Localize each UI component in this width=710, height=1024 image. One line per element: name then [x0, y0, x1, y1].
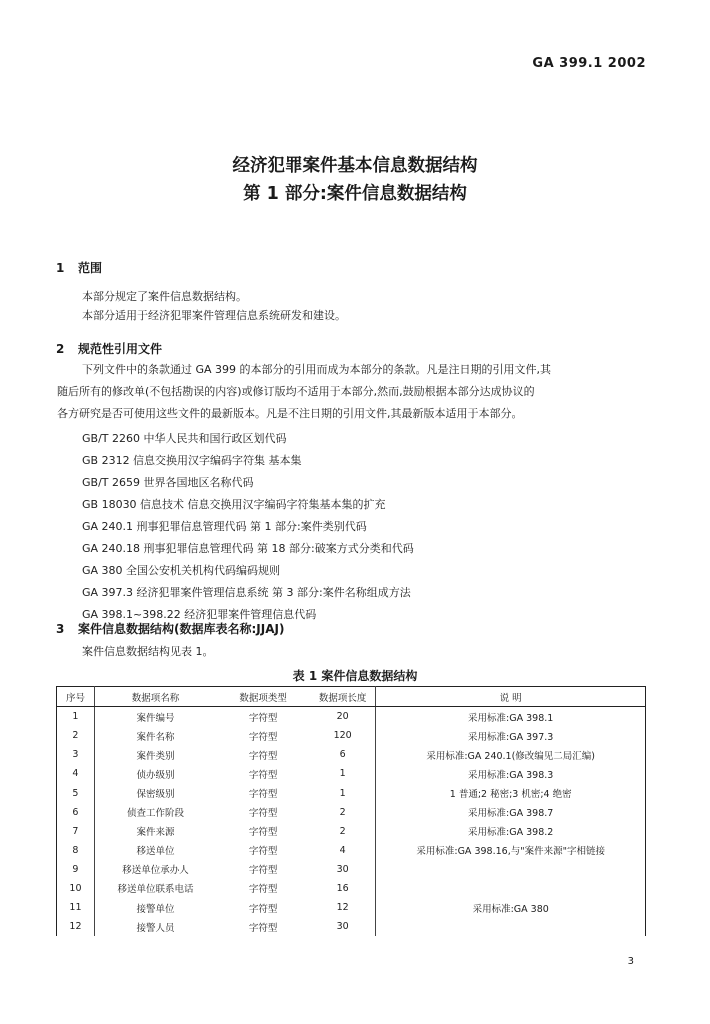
paragraph-line: 随后所有的修改单(不包括勘误的内容)或修订版均不适用于本部分,然而,鼓励根据本部分达成协议的 — [57, 385, 535, 398]
cell-seq: 6 — [57, 803, 95, 822]
cell-length: 12 — [336, 902, 349, 914]
table-header-row — [57, 687, 646, 707]
standard-code-header: GA 399.1 2002 — [532, 56, 646, 71]
cell-seq: 2 — [57, 726, 95, 745]
table-title: 表 1 案件信息数据结构 — [292, 669, 418, 683]
cell-name: 接警单位 — [136, 903, 175, 915]
cell-name: 案件来源 — [136, 827, 175, 839]
document-title: 经济犯罪案件基本信息数据结构 — [232, 156, 478, 176]
cell-name: 侦查工作阶段 — [127, 808, 185, 820]
cell-length: 30 — [336, 921, 349, 933]
cell-seq: 9 — [57, 860, 95, 879]
reference-item: GB/T 2260 中华人民共和国行政区划代码 — [82, 432, 287, 445]
cell-name: 案件编号 — [136, 712, 175, 724]
paragraph-line: 各方研究是否可使用这些文件的最新版本。凡是不注日期的引用文件,其最新版本适用于本部分。 — [57, 407, 523, 420]
cell-name: 保密级别 — [136, 789, 175, 801]
section-2-heading — [56, 340, 162, 357]
paragraph: 案件信息数据结构见表 1。 — [82, 645, 214, 658]
cell-seq: 5 — [57, 783, 95, 802]
reference-item: GA 398.1~398.22 经济犯罪案件管理信息代码 — [82, 608, 317, 621]
cell-name: 侦办级别 — [136, 769, 175, 781]
cell-length: 16 — [336, 882, 349, 894]
section-title: 案件信息数据结构(数据库表名称:JJAJ) — [78, 622, 285, 636]
document-subtitle: 第 1 部分:案件信息数据结构 — [243, 184, 467, 204]
cell-type: 字符型 — [248, 884, 278, 896]
column-header: 序号 — [57, 687, 95, 707]
cell-type: 字符型 — [248, 731, 278, 743]
cell-length: 2 — [339, 825, 346, 837]
cell-seq: 3 — [57, 745, 95, 764]
cell-description: 采用标准:GA 380 — [376, 898, 646, 917]
cell-description: 采用标准:GA 398.7 — [376, 803, 646, 822]
cell-type: 字符型 — [248, 846, 278, 858]
table-row — [57, 803, 646, 822]
cell-description — [376, 917, 646, 936]
cell-type: 字符型 — [248, 827, 278, 839]
cell-description: 采用标准:GA 398.2 — [376, 822, 646, 841]
cell-length: 20 — [336, 711, 349, 723]
cell-name: 移送单位联系电话 — [117, 884, 194, 896]
section-number: 2 — [56, 342, 65, 356]
cell-type: 字符型 — [248, 865, 278, 877]
cell-type: 字符型 — [248, 750, 278, 762]
cell-name: 接警人员 — [136, 922, 175, 934]
section-number: 3 — [56, 622, 65, 636]
cell-type: 字符型 — [248, 922, 278, 934]
cell-description: 采用标准:GA 240.1(修改编见二局汇编) — [376, 745, 646, 764]
section-number: 1 — [56, 261, 65, 275]
section-1-heading — [56, 259, 102, 276]
reference-item: GA 240.1 刑事犯罪信息管理代码 第 1 部分:案件类别代码 — [82, 520, 367, 533]
cell-type: 字符型 — [248, 903, 278, 915]
cell-seq: 11 — [57, 898, 95, 917]
paragraph-line: 下列文件中的条款通过 GA 399 的本部分的引用而成为本部分的条款。凡是注日期的引用文件,其 — [82, 363, 552, 376]
cell-type: 字符型 — [248, 789, 278, 801]
page-number: 3 — [627, 956, 634, 967]
table-row — [57, 745, 646, 764]
cell-seq: 8 — [57, 841, 95, 860]
cell-name: 案件名称 — [136, 731, 175, 743]
reference-item: GB/T 2659 世界各国地区名称代码 — [82, 476, 254, 489]
cell-name: 移送单位 — [136, 846, 175, 858]
cell-length: 1 — [339, 787, 346, 799]
table-row — [57, 707, 646, 727]
reference-item: GA 397.3 经济犯罪案件管理信息系统 第 3 部分:案件名称组成方法 — [82, 586, 411, 599]
paragraph: 本部分规定了案件信息数据结构。 — [82, 290, 247, 303]
cell-description — [376, 879, 646, 898]
cell-name: 案件类别 — [136, 750, 175, 762]
column-header: 数据项类型 — [216, 687, 310, 707]
table-row — [57, 764, 646, 783]
cell-description: 采用标准:GA 398.16,与"案件来源"字相链接 — [376, 841, 646, 860]
table-row — [57, 783, 646, 802]
cell-seq: 10 — [57, 879, 95, 898]
reference-item: GA 240.18 刑事犯罪信息管理代码 第 18 部分:破案方式分类和代码 — [82, 542, 414, 555]
cell-length: 4 — [339, 844, 346, 856]
reference-item: GB 18030 信息技术 信息交换用汉字编码字符集基本集的扩充 — [82, 498, 386, 511]
cell-name: 移送单位承办人 — [122, 865, 189, 877]
case-info-table — [56, 686, 646, 936]
cell-length: 6 — [339, 749, 346, 761]
table-row — [57, 917, 646, 936]
cell-length: 2 — [339, 806, 346, 818]
cell-length: 30 — [336, 863, 349, 875]
cell-seq: 4 — [57, 764, 95, 783]
cell-seq: 1 — [57, 707, 95, 727]
table-row — [57, 726, 646, 745]
paragraph: 本部分适用于经济犯罪案件管理信息系统研发和建设。 — [82, 309, 346, 322]
column-header: 数据项名称 — [94, 687, 216, 707]
cell-length: 120 — [333, 730, 352, 742]
cell-description: 采用标准:GA 398.1 — [376, 707, 646, 727]
column-header: 说 明 — [376, 687, 646, 707]
table-row — [57, 898, 646, 917]
cell-description: 1 普通;2 秘密;3 机密;4 绝密 — [376, 783, 646, 802]
section-3-heading — [56, 620, 284, 637]
table-row — [57, 841, 646, 860]
cell-length: 1 — [339, 768, 346, 780]
section-title: 范围 — [78, 261, 103, 275]
cell-seq: 12 — [57, 917, 95, 936]
column-header: 数据项长度 — [310, 687, 376, 707]
section-title: 规范性引用文件 — [78, 342, 163, 356]
table-row — [57, 860, 646, 879]
cell-description — [376, 860, 646, 879]
table-row — [57, 822, 646, 841]
cell-description: 采用标准:GA 397.3 — [376, 726, 646, 745]
table-row — [57, 879, 646, 898]
cell-type: 字符型 — [248, 769, 278, 781]
reference-item: GB 2312 信息交换用汉字编码字符集 基本集 — [82, 454, 302, 467]
cell-description: 采用标准:GA 398.3 — [376, 764, 646, 783]
cell-type: 字符型 — [248, 712, 278, 724]
cell-type: 字符型 — [248, 808, 278, 820]
cell-seq: 7 — [57, 822, 95, 841]
reference-item: GA 380 全国公安机关机构代码编码规则 — [82, 564, 281, 577]
